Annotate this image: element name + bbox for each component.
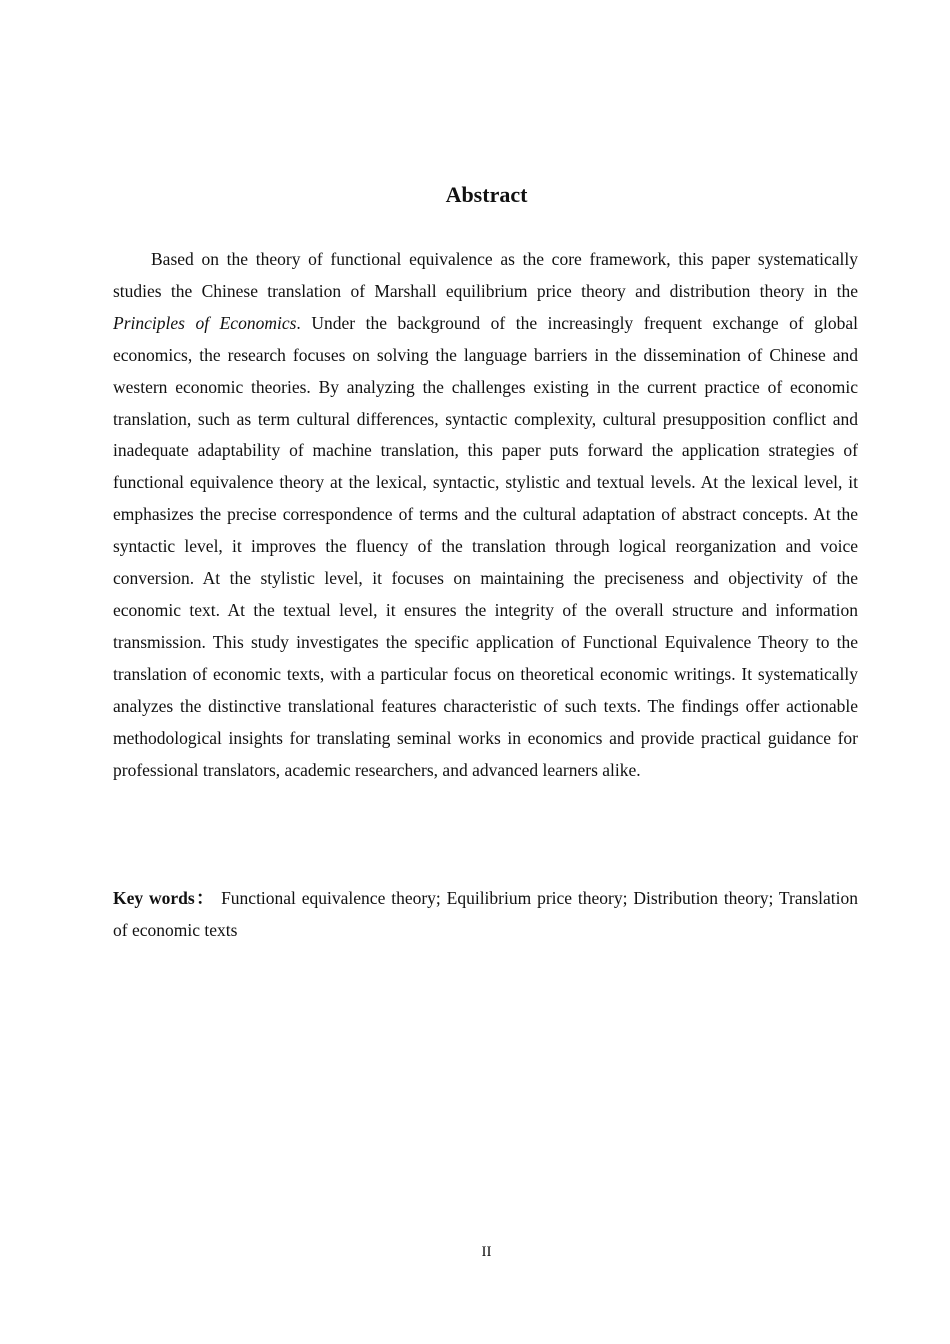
book-title: Principles of Economics	[113, 312, 297, 333]
abstract-title: Abstract	[445, 182, 528, 207]
abstract-text-part2: . Under the background of the increasingly frequent exchange of global economics, the research focuses on solving the language barriers in the dissemination of Chinese and western economic theories. By analyzing the challenges existing in the current practice of economic translation, such as term cultural differences, syntactic complexity, cultural presupposition conflict and inadequate adaptability of machine translation, this paper puts forward the application strategies of functional equivalence theory at the lexical, syntactic, stylistic and textual levels. At the lexical level, it emphasizes the precise correspondence of terms and the cultural adaptation of abstract concepts. At the syntactic level, it improves the fluency of the translation through logical reorganization and voice conversion. At the stylistic level, it focuses on maintaining the preciseness and objectivity of the economic text. At the textual level, it ensures the integrity of the overall structure and information transmission. This study investigates the specific application of Functional Equivalence Theory to the translation of economic texts, with a particular focus on theoretical economic writings. It systematically analyzes the distinctive translational features characteristic of such texts. The findings offer actionable methodological insights for translating seminal works in economics and provide practical guidance for professional translators, academic researchers, and advanced learners alike.	[113, 312, 859, 780]
keywords-label: Key words：	[113, 888, 216, 908]
page-number: II	[481, 1244, 492, 1260]
abstract-paragraph	[113, 244, 858, 786]
keywords-line	[113, 883, 858, 947]
keywords-text: Functional equivalence theory; Equilibrium price theory; Distribution theory; Translation of economic texts	[113, 888, 859, 940]
abstract-text-part1: Based on the theory of functional equivalence as the core framework, this paper systematically studies the Chinese translation of Marshall equilibrium price theory and distribution theory in the	[113, 249, 858, 301]
